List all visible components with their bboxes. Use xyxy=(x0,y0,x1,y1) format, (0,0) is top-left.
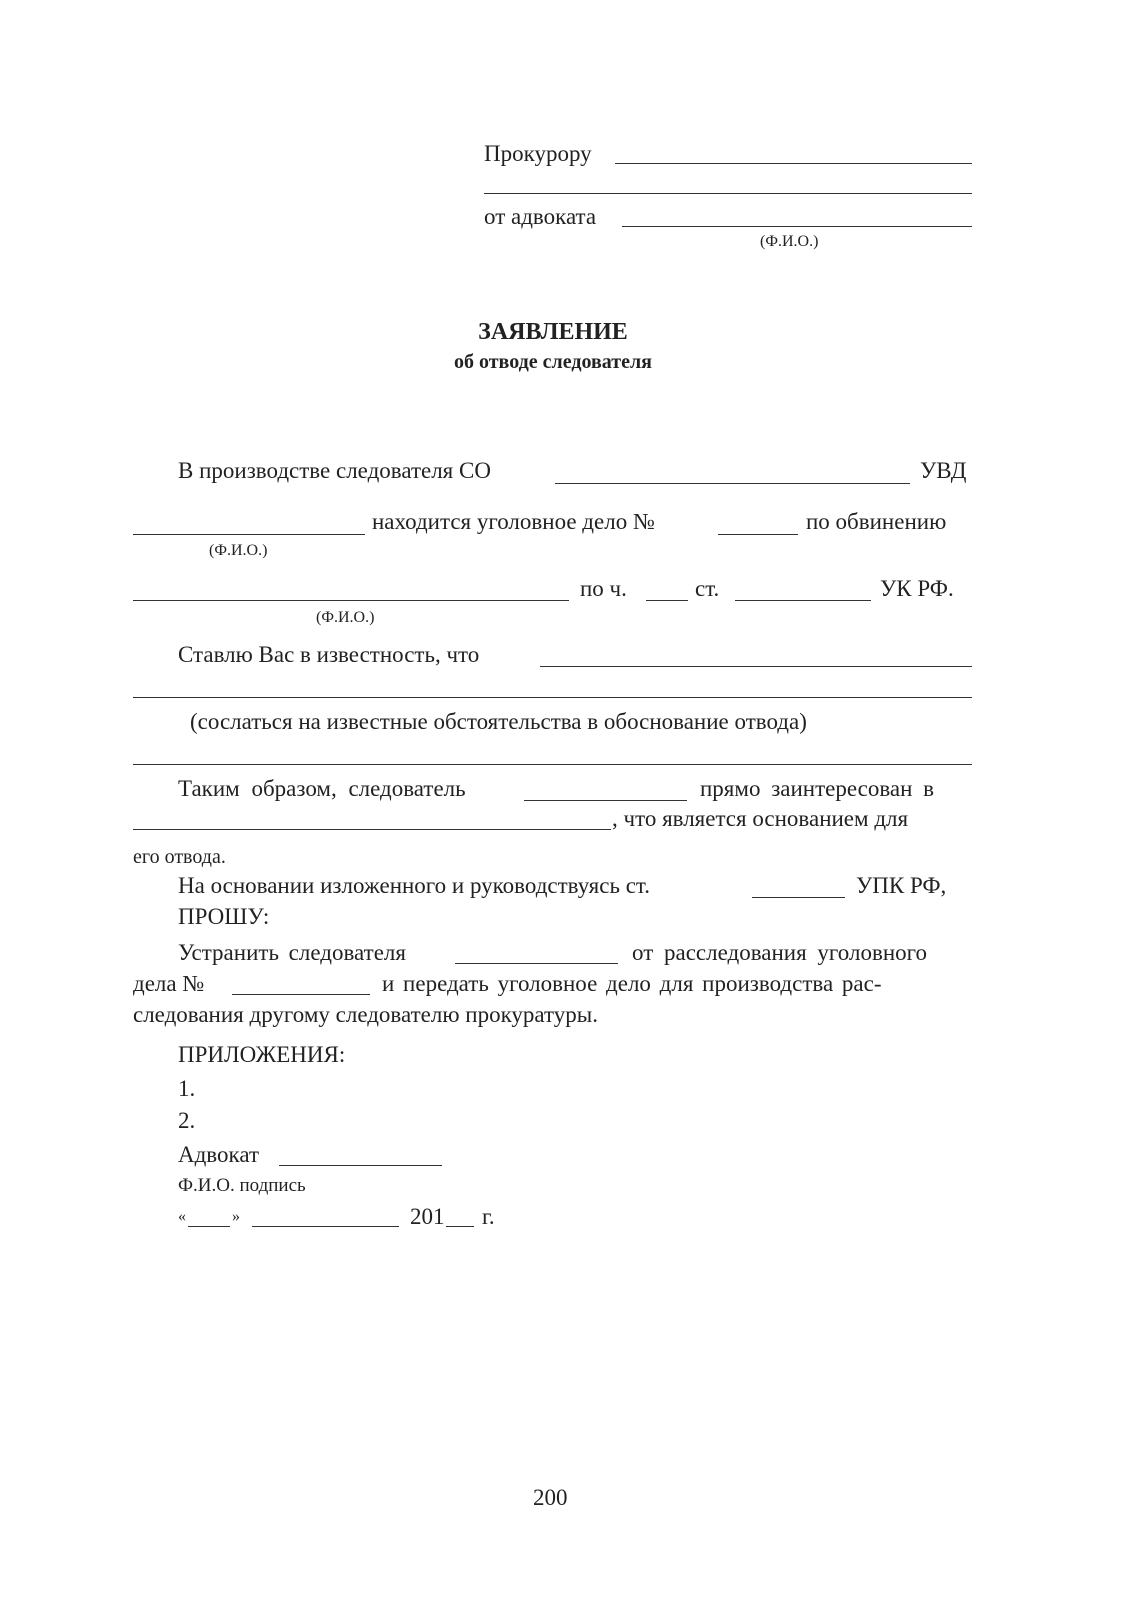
lawyer-name-field[interactable] xyxy=(622,226,972,227)
attachments-heading: ПРИЛОЖЕНИЯ: xyxy=(178,1042,346,1067)
body-line10-a: дела № xyxy=(133,971,205,996)
document-title: ЗАЯВЛЕНИЕ xyxy=(478,319,628,345)
body-line4: Ставлю Вас в известность, что xyxy=(178,642,480,667)
fio-note-accused: (Ф.И.О.) xyxy=(316,609,375,626)
case-number-field[interactable] xyxy=(718,534,798,535)
reason-field-3[interactable] xyxy=(133,764,972,765)
page-number: 200 xyxy=(533,1485,568,1510)
body-line7: его отвода. xyxy=(133,846,226,868)
date-month-field[interactable] xyxy=(252,1226,399,1227)
body-line5-a: Таким образом, следователь xyxy=(178,776,466,801)
from-lawyer-label: от адвоката xyxy=(484,204,597,229)
body-line2-mid: находится уголовное дело № xyxy=(372,509,655,534)
body-line3-end: УК РФ. xyxy=(880,576,954,601)
document-subtitle: об отводе следователя xyxy=(454,351,652,373)
body-line9-b: от расследования уголовного xyxy=(632,940,927,965)
lawyer-signature-label: Адвокат xyxy=(178,1142,260,1167)
date-year-suffix: г. xyxy=(482,1204,495,1229)
date-year-prefix: 201 xyxy=(410,1204,445,1229)
fio-signature-note: Ф.И.О. подпись xyxy=(178,1175,306,1196)
interested-investigator-field[interactable] xyxy=(524,800,687,801)
body-line8-end: УПК РФ, xyxy=(856,873,947,898)
prosecutor-field-line2[interactable] xyxy=(484,193,972,194)
reason-field-1[interactable] xyxy=(540,666,972,667)
interest-subject-field[interactable] xyxy=(133,829,611,830)
body-line3-article: ст. xyxy=(695,576,720,601)
body-line1-start: В производстве следователя СО xyxy=(178,458,491,483)
date-quote-close: » xyxy=(232,1208,240,1225)
body-line8-start: На основании изложенного и руководствуясь ст. xyxy=(178,873,650,898)
attachment-item: 2. xyxy=(178,1108,196,1133)
attachment-item: 1. xyxy=(178,1076,196,1101)
body-line1-end: УВД xyxy=(920,458,967,483)
date-quote-open: « xyxy=(178,1208,186,1225)
investigation-dept-field[interactable] xyxy=(555,483,910,484)
prosecutor-label: Прокурору xyxy=(484,141,592,166)
article-number-field[interactable] xyxy=(735,600,871,601)
body-line10-b: и передать уголовное дело для производства рас- xyxy=(382,971,882,996)
body-line11: следования другому следователю прокуратуры. xyxy=(133,1002,598,1027)
case-number-field-2[interactable] xyxy=(232,994,370,995)
prosecutor-field[interactable] xyxy=(615,163,972,164)
request-heading: ПРОШУ: xyxy=(178,904,270,929)
lawyer-signature-field[interactable] xyxy=(279,1165,442,1166)
fio-note-header: (Ф.И.О.) xyxy=(760,233,819,250)
date-day-field[interactable] xyxy=(188,1226,230,1227)
body-line3-part: по ч. xyxy=(580,576,627,601)
article-part-field[interactable] xyxy=(646,600,688,601)
reason-note: (сослаться на известные обстоятельства в обоснование отвода) xyxy=(190,709,807,734)
date-year-field[interactable] xyxy=(446,1226,474,1227)
body-line2-end: по обвинению xyxy=(806,509,947,534)
accused-name-field[interactable] xyxy=(133,600,569,601)
reason-field-2[interactable] xyxy=(133,697,972,698)
body-line9-a: Устранить следователя xyxy=(178,940,406,965)
body-line5-b: прямо заинтересован в xyxy=(700,776,935,801)
investigator-name-field[interactable] xyxy=(133,534,365,535)
removed-investigator-field[interactable] xyxy=(455,963,618,964)
body-line6: , что является основанием для xyxy=(612,806,909,831)
upk-article-field[interactable] xyxy=(752,897,845,898)
fio-note-investigator: (Ф.И.О.) xyxy=(209,542,268,559)
